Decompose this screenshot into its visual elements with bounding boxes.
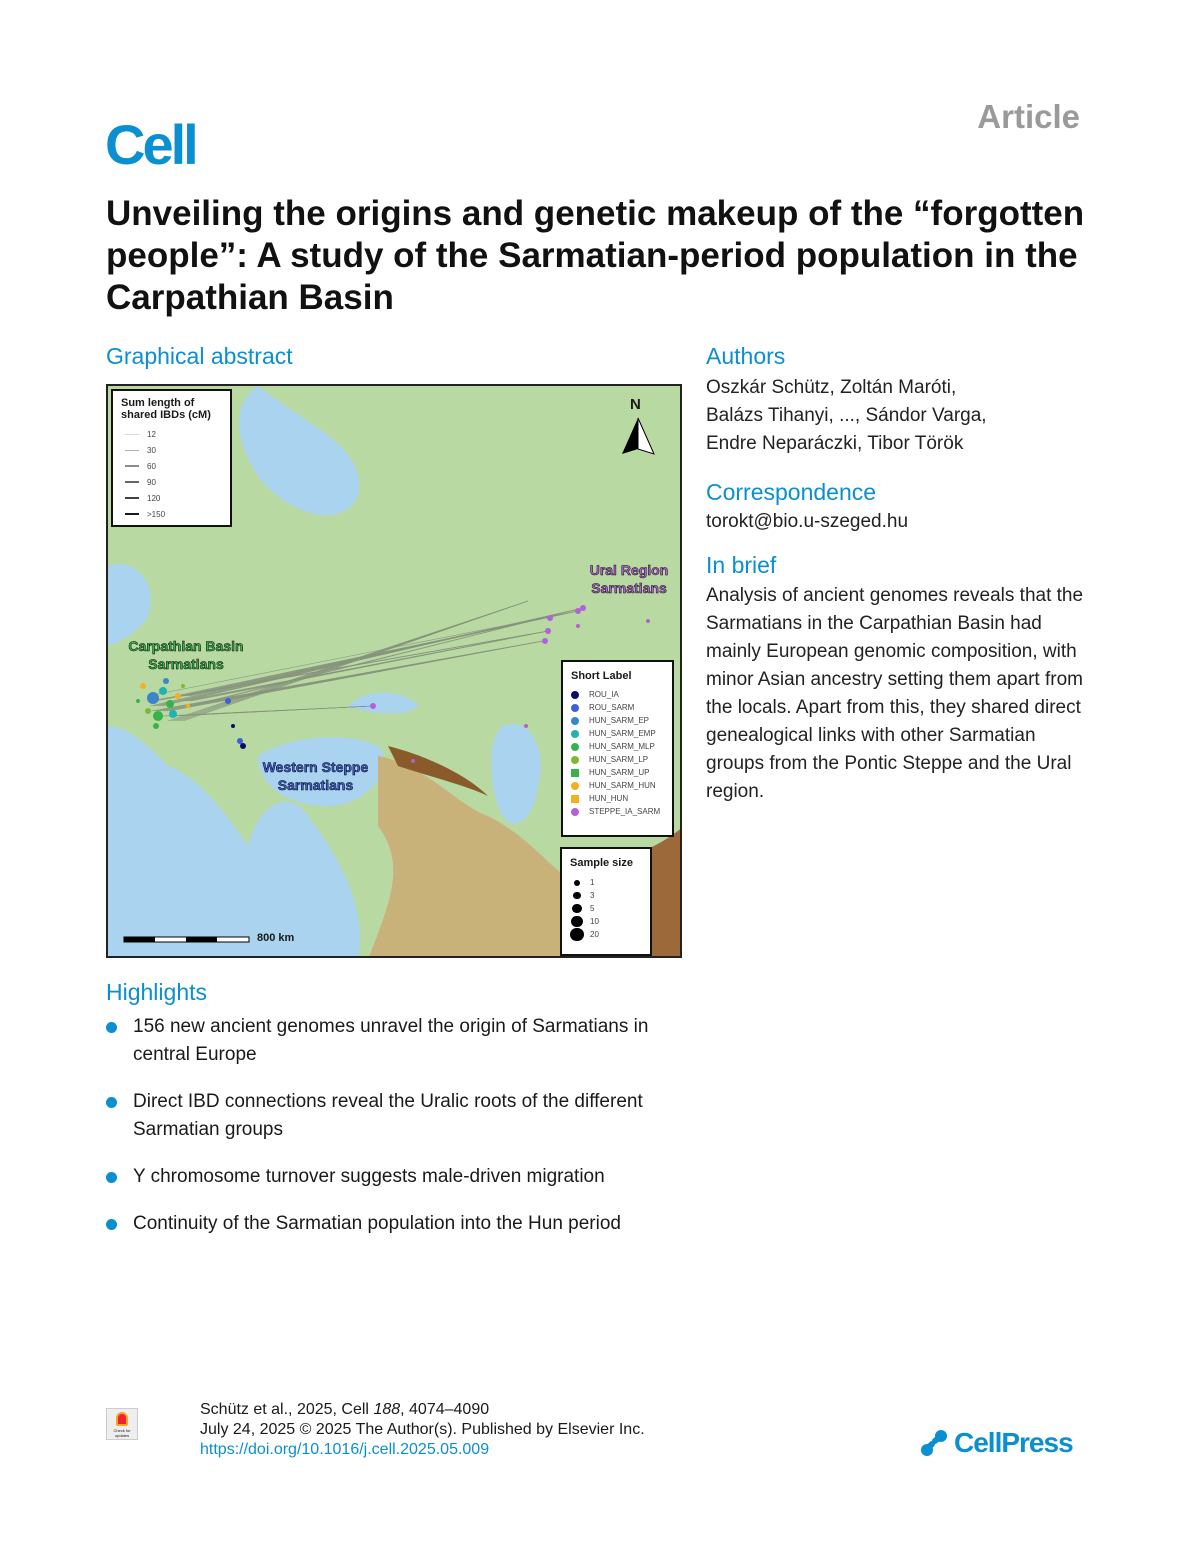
short-label-text: HUN_HUN: [589, 794, 629, 803]
sample-site-marker: [575, 608, 581, 614]
short-label-item: [571, 714, 664, 727]
short-label-item: [571, 779, 664, 792]
ibd-line-swatch: [125, 513, 139, 515]
short-label-item: [571, 727, 664, 740]
doi-link[interactable]: https://doi.org/10.1016/j.cell.2025.05.009: [200, 1441, 490, 1458]
check-for-updates-badge[interactable]: [106, 1408, 138, 1440]
sample-site-marker: [181, 684, 185, 688]
scale-label: 800 km: [257, 932, 295, 944]
circle-marker-icon: [571, 717, 579, 725]
size-marker-icon: [573, 892, 581, 900]
short-label-item: [571, 805, 664, 818]
square-marker-icon: [571, 769, 579, 777]
short-label-item: [571, 753, 664, 766]
sample-size-item: [570, 889, 642, 902]
highlight-item: [106, 1013, 686, 1069]
short-label-text: HUN_SARM_MLP: [589, 742, 655, 751]
sample-size-item: [570, 928, 642, 941]
circle-marker-icon: [571, 704, 579, 712]
sample-site-marker: [225, 698, 231, 704]
ibd-line-swatch: [125, 465, 139, 466]
circle-marker-icon: [571, 691, 579, 699]
authors-heading: Authors: [706, 343, 786, 369]
ibd-legend-label: 30: [147, 445, 156, 455]
highlight-text: Y chromosome turnover suggests male-driven migration: [133, 1166, 605, 1187]
sample-size-item: [570, 915, 642, 928]
ibd-legend-item: [125, 490, 222, 506]
sample-site-marker: [237, 738, 243, 744]
in-brief-text: Analysis of ancient genomes reveals that the Sarmatians in the Carpathian Basin had mainly European genomic composition, with minor Asian ancestry setting them apart from the locals. Apart from this, they shared direct genealogical links with other Sarmatian groups from the Pontic Steppe and the Ural region.: [706, 585, 1084, 802]
ibd-line-swatch: [125, 434, 139, 435]
ibd-line-swatch: [125, 481, 139, 483]
highlight-text: 156 new ancient genomes unravel the origin of Sarmatians in central Europe: [133, 1016, 649, 1065]
sample-site-marker: [411, 759, 415, 763]
bullet-icon: [106, 1219, 117, 1230]
ibd-legend-label: >150: [147, 509, 166, 519]
sample-site-marker: [153, 711, 163, 721]
highlight-item: [106, 1163, 686, 1191]
sample-size-item: [570, 876, 642, 889]
ibd-legend-item: [125, 506, 222, 522]
sample-site-marker: [580, 605, 586, 611]
size-marker-icon: [574, 880, 580, 886]
highlight-item: [106, 1088, 686, 1144]
in-brief-heading: In brief: [706, 552, 777, 578]
ibd-legend-label: 90: [147, 477, 156, 487]
graphical-abstract-heading: Graphical abstract: [106, 343, 293, 369]
sample-site-marker: [145, 708, 151, 714]
label-western-steppe: Western Steppe Sarmatians: [262, 759, 369, 793]
sample-site-marker: [542, 638, 548, 644]
highlight-text: Continuity of the Sarmatian population into the Hun period: [133, 1213, 621, 1234]
ibd-legend-label: 60: [147, 461, 156, 471]
bullet-icon: [106, 1097, 117, 1108]
cellpress-label: CellPress: [954, 1427, 1073, 1458]
label-ural-region: Ural Region Sarmatians: [589, 562, 669, 596]
ibd-legend-label: 120: [147, 493, 161, 503]
sample-site-marker: [545, 628, 551, 634]
size-marker-icon: [570, 928, 583, 941]
short-label-item: [571, 792, 664, 805]
size-marker-icon: [571, 916, 582, 927]
short-label-text: STEPPE_IA_SARM: [589, 807, 661, 816]
highlight-text: Direct IBD connections reveal the Uralic roots of the different Sarmatian groups: [133, 1091, 643, 1140]
sample-site-marker: [240, 743, 246, 749]
citation-footer: [200, 1400, 645, 1460]
highlight-item: [106, 1210, 686, 1238]
sample-site-marker: [547, 615, 553, 621]
sample-site-marker: [140, 683, 146, 689]
sample-site-marker: [163, 678, 169, 684]
correspondence-heading: Correspondence: [706, 479, 877, 505]
sample-size-label: 10: [590, 917, 599, 926]
cell-journal-logo: Cell: [105, 113, 196, 176]
sample-site-marker: [159, 687, 167, 695]
pages: , 4074–4090: [400, 1401, 490, 1418]
sample-size-label: 20: [590, 930, 599, 939]
article-type: Article: [977, 98, 1080, 135]
highlights-heading: Highlights: [106, 979, 207, 1005]
bookmark-icon: [116, 1412, 128, 1426]
sample-site-marker: [136, 699, 140, 703]
sample-site-marker: [169, 710, 177, 718]
sample-site-marker: [370, 703, 376, 709]
short-label-title: Short Label: [571, 670, 632, 682]
ibd-legend-label: 12: [147, 429, 156, 439]
cellpress-link-icon: [918, 1428, 950, 1458]
ibd-legend-item: [125, 442, 222, 458]
sample-site-marker: [576, 624, 580, 628]
north-label: N: [630, 396, 641, 413]
short-label-text: ROU_SARM: [589, 703, 635, 712]
sample-size-label: 5: [590, 904, 595, 913]
ibd-legend-item: [125, 474, 222, 490]
circle-marker-icon: [571, 756, 579, 764]
sample-size-label: 3: [590, 891, 595, 900]
circle-marker-icon: [571, 743, 579, 751]
cellpress-logo: [918, 1427, 1073, 1459]
short-label-text: HUN_SARM_UP: [589, 768, 650, 777]
authors-list: Oszkár Schütz, Zoltán Maróti, Balázs Tihanyi, ..., Sándor Varga, Endre Neparáczki, Tibor Török: [706, 377, 987, 454]
short-label-text: HUN_SARM_LP: [589, 755, 649, 764]
short-label-item: [571, 766, 664, 779]
sample-site-marker: [166, 700, 174, 708]
ibd-legend-item: [125, 458, 222, 474]
sample-site-marker: [147, 692, 159, 704]
graphical-abstract-map: [106, 384, 682, 958]
sample-size-title: Sample size: [570, 857, 633, 869]
publication-date: July 24, 2025 © 2025 The Author(s). Published by Elsevier Inc.: [200, 1421, 645, 1438]
sample-site-marker: [231, 724, 235, 728]
ibd-legend: [111, 389, 232, 527]
ibd-legend-title: Sum length of shared IBDs (cM): [121, 397, 211, 421]
bullet-icon: [106, 1022, 117, 1033]
sample-site-marker: [186, 704, 190, 708]
short-label-text: HUN_SARM_HUN: [589, 781, 656, 790]
sample-site-marker: [153, 723, 159, 729]
short-label-legend: [561, 660, 674, 837]
circle-marker-icon: [571, 730, 579, 738]
short-label-item: [571, 740, 664, 753]
ibd-line-swatch: [125, 497, 139, 499]
circle-marker-icon: [571, 782, 579, 790]
bullet-icon: [106, 1172, 117, 1183]
circle-marker-icon: [571, 808, 579, 816]
volume: 188: [373, 1401, 401, 1418]
check-updates-label: Check for updates: [113, 1428, 131, 1438]
sample-site-marker: [175, 693, 181, 699]
correspondence-email[interactable]: torokt@bio.u-szeged.hu: [706, 511, 909, 532]
short-label-text: ROU_IA: [589, 690, 619, 699]
short-label-text: HUN_SARM_EMP: [589, 729, 656, 738]
square-marker-icon: [571, 795, 579, 803]
short-label-text: HUN_SARM_EP: [589, 716, 650, 725]
ibd-legend-item: [125, 426, 222, 442]
paper-title: Unveiling the origins and genetic makeup of the “forgotten people”: A study of the Sarmatian-period population in the Carpathian Basin: [106, 194, 1085, 317]
size-marker-icon: [572, 904, 582, 914]
sample-size-item: [570, 902, 642, 915]
short-label-item: [571, 701, 664, 714]
sample-site-marker: [646, 619, 650, 623]
sample-site-marker: [524, 724, 528, 728]
sample-size-legend: [560, 847, 652, 956]
ibd-line-swatch: [125, 450, 139, 451]
sample-size-label: 1: [590, 878, 595, 887]
short-label-item: [571, 688, 664, 701]
citation: Schütz et al., 2025, Cell: [200, 1401, 374, 1418]
label-carpathian-basin: Carpathian Basin Sarmatians: [128, 638, 244, 672]
